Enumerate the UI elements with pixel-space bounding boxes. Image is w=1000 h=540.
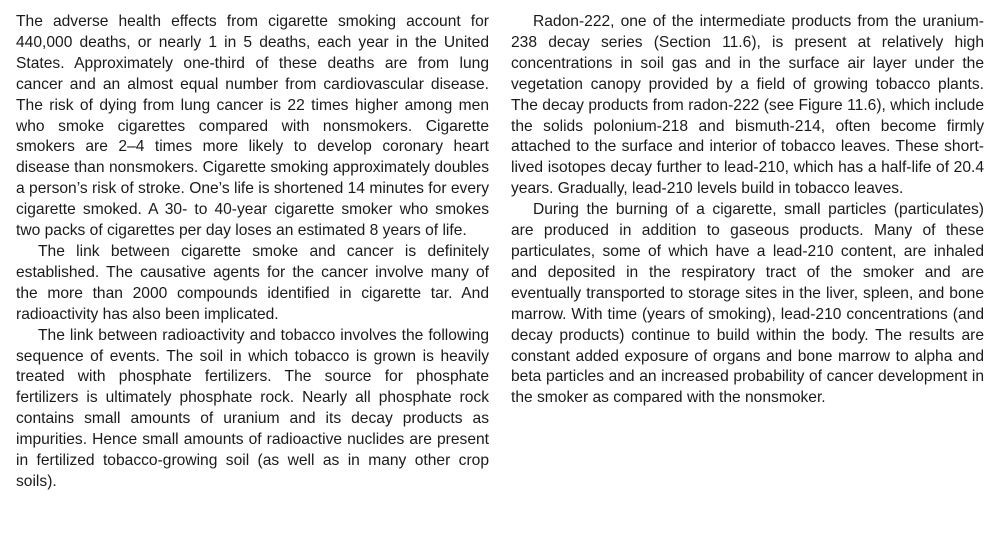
right-column (511, 12, 984, 409)
paragraph-radioactivity-tobacco: The link between radioactivity and tobacco involves the following sequence of events. The soil in which tobacco is grown is heavily treated with phosphate fertilizers. The source for phosphate fertilizers is ultimately phosphate rock. Nearly all phosphate rock contains small amounts of uranium and its decay products as impurities. Hence small amounts of radioactive nuclides are present in fertilized tobacco-growing soil (as well as in many other crop soils). (16, 326, 489, 490)
paragraph-burning-cigarette: During the burning of a cigarette, small particles (particulates) are produced in addition to gaseous products. Many of these particulates, some of which have a lead-210 content, are inhaled and deposited in the respiratory tract of the smoker and are eventually transported to storage sites in the liver, spleen, and bone marrow. With time (years of smoking), lead-210 concentrations (and decay products) continue to build within the body. The results are constant added exposure of organs and bone marrow to alpha and beta particles and an increased probability of cancer development in the smoker as compared with the nonsmoker. (511, 201, 984, 407)
paragraph-smoke-cancer-link: The link between cigarette smoke and cancer is definitely established. The causative agents for the cancer involve many of the more than 2000 compounds identified in cigarette tar. And radioactivity has also been implicated. (16, 242, 489, 323)
left-column (16, 12, 489, 493)
paragraph-health-effects: The adverse health effects from cigarette smoking account for 440,000 deaths, or nearly 1 in 5 deaths, each year in the United States. Approximately one-third of these deaths are from lung cancer and an almost equal number from cardiovascular disease. The risk of dying from lung cancer is 22 times higher among men who smoke cigarettes compared with nonsmokers. Cigarette smokers are 2–4 times more likely to develop coronary heart disease than nonsmokers. Cigarette smoking approximately doubles a person’s risk of stroke. One’s life is shortened 14 minutes for every cigarette smoked. A 30- to 40-year cigarette smoker who smokes two packs of cigarettes per day loses an estimated 8 years of life. (16, 13, 489, 240)
paragraph-radon-222: Radon-222, one of the intermediate products from the uranium-238 decay series (Section 11.6), is present at relatively high concentrations in soil gas and in the surface air layer under the vegetation canopy provided by a field of growing tobacco plants. The decay products from radon-222 (see Figure 11.6), which include the solids polonium-218 and bismuth-214, often become firmly attached to the surface and interior of tobacco leaves. These short-lived isotopes decay further to lead-210, which has a half-life of 20.4 years. Gradually, lead-210 levels build in tobacco leaves. (511, 13, 984, 198)
